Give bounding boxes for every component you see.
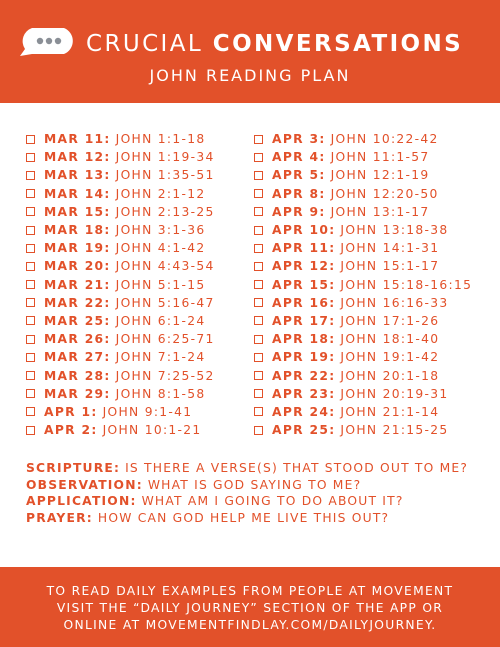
reading-date: MAR 18:: [44, 223, 111, 238]
reading-date: MAR 26:: [44, 332, 111, 347]
checkbox[interactable]: [254, 262, 263, 271]
title-bold: CONVERSATIONS: [212, 31, 464, 57]
checkbox[interactable]: [26, 298, 35, 307]
reading-date: MAR 22:: [44, 295, 111, 310]
reading-date: APR 17:: [272, 313, 336, 328]
reading-passage: JOHN 2:13-25: [115, 204, 215, 219]
reading-date: APR 15:: [272, 277, 336, 292]
reading-passage: JOHN 1:35-51: [115, 168, 215, 183]
reading-item: [254, 148, 472, 166]
reading-date: APR 3:: [272, 132, 326, 147]
reading-date: APR 22:: [272, 368, 336, 383]
reading-item: [254, 185, 472, 203]
prompt-line: [26, 477, 468, 494]
reading-item: [26, 148, 215, 166]
reading-date: MAR 25:: [44, 313, 111, 328]
page-title: [86, 28, 463, 60]
reading-passage: JOHN 13:1-17: [330, 204, 430, 219]
reading-date: MAR 21:: [44, 277, 111, 292]
reading-item: [254, 166, 472, 184]
title-light: CRUCIAL: [86, 31, 204, 57]
reading-passage: JOHN 11:1-57: [330, 150, 430, 165]
reading-date: APR 2:: [44, 423, 98, 438]
prompt-question: IS THERE A VERSE(S) THAT STOOD OUT TO ME?: [125, 461, 469, 475]
reading-date: APR 23:: [272, 386, 336, 401]
checkbox[interactable]: [26, 135, 35, 144]
reading-item: [26, 221, 215, 239]
reading-date: MAR 12:: [44, 150, 111, 165]
checkbox[interactable]: [254, 280, 263, 289]
reading-passage: JOHN 6:25-71: [115, 332, 215, 347]
checkbox[interactable]: [254, 426, 263, 435]
prompt-question: HOW CAN GOD HELP ME LIVE THIS OUT?: [97, 510, 390, 525]
reading-passage: JOHN 2:1-12: [115, 186, 206, 201]
reading-date: MAR 13:: [44, 168, 111, 183]
reading-list-left: [26, 130, 215, 439]
footer-line: TO READ DAILY EXAMPLES FROM PEOPLE AT MOVEMENT: [46, 584, 454, 598]
reading-date: APR 5:: [272, 168, 326, 183]
reading-passage: JOHN 13:18-38: [340, 223, 449, 238]
checkbox[interactable]: [26, 407, 35, 416]
checkbox[interactable]: [254, 244, 263, 253]
reading-item: [26, 421, 215, 439]
prompt-key: PRAYER:: [26, 510, 93, 525]
reading-item: [254, 348, 472, 366]
reading-item: [254, 130, 472, 148]
reading-date: APR 4:: [272, 150, 326, 165]
header-banner: [0, 0, 500, 103]
page-subtitle: JOHN READING PLAN: [149, 66, 351, 85]
reading-passage: JOHN 15:18-16:15: [340, 277, 473, 292]
reading-item: [254, 403, 472, 421]
reading-date: APR 12:: [272, 259, 336, 274]
prompt-line: [26, 460, 468, 477]
reading-passage: JOHN 10:1-21: [102, 423, 202, 438]
reading-passage: JOHN 20:1-18: [340, 368, 440, 383]
reading-date: APR 1:: [44, 404, 98, 419]
reading-date: APR 25:: [272, 423, 336, 438]
prompt-line: [26, 510, 468, 527]
reading-date: MAR 29:: [44, 386, 111, 401]
reading-item: [26, 403, 215, 421]
reading-item: [254, 385, 472, 403]
checkbox[interactable]: [26, 171, 35, 180]
checkbox[interactable]: [26, 280, 35, 289]
reading-passage: JOHN 4:43-54: [115, 259, 215, 274]
reading-date: MAR 15:: [44, 204, 111, 219]
reading-date: APR 24:: [272, 404, 336, 419]
reading-date: APR 11:: [272, 241, 336, 256]
reading-passage: JOHN 9:1-41: [102, 404, 193, 419]
checkbox[interactable]: [26, 189, 35, 198]
checkbox[interactable]: [254, 135, 263, 144]
checkbox[interactable]: [254, 207, 263, 216]
reading-passage: JOHN 4:1-42: [115, 241, 206, 256]
reading-date: MAR 11:: [44, 132, 111, 147]
checkbox[interactable]: [254, 226, 263, 235]
reading-passage: JOHN 5:1-15: [115, 277, 206, 292]
reading-item: [254, 421, 472, 439]
reading-item: [26, 385, 215, 403]
reading-passage: JOHN 14:1-31: [340, 241, 440, 256]
reading-date: APR 19:: [272, 350, 336, 365]
reading-item: [26, 312, 215, 330]
reading-item: [254, 366, 472, 384]
reading-item: [26, 330, 215, 348]
reading-item: [26, 203, 215, 221]
reading-passage: JOHN 6:1-24: [115, 313, 206, 328]
checkbox[interactable]: [26, 353, 35, 362]
reading-item: [254, 239, 472, 257]
reading-item: [26, 185, 215, 203]
checkbox[interactable]: [254, 353, 263, 362]
reading-passage: JOHN 3:1-36: [115, 223, 206, 238]
reading-date: MAR 27:: [44, 350, 111, 365]
reading-item: [254, 221, 472, 239]
reading-date: APR 10:: [272, 223, 336, 238]
reading-list-right: [254, 130, 472, 439]
checkbox[interactable]: [254, 371, 263, 380]
footer-text: [0, 567, 500, 634]
reading-passage: JOHN 10:22-42: [330, 132, 439, 147]
reading-date: APR 18:: [272, 332, 336, 347]
reading-passage: JOHN 12:1-19: [330, 168, 430, 183]
reading-passage: JOHN 21:15-25: [340, 423, 449, 438]
speech-bubble-icon: [18, 27, 74, 57]
reading-date: MAR 20:: [44, 259, 111, 274]
reading-item: [26, 130, 215, 148]
reading-item: [254, 203, 472, 221]
reading-passage: JOHN 17:1-26: [340, 313, 440, 328]
checkbox[interactable]: [254, 153, 263, 162]
checkbox[interactable]: [26, 389, 35, 398]
reading-item: [254, 276, 472, 294]
prompt-key: APPLICATION:: [26, 494, 137, 508]
reading-passage: JOHN 15:1-17: [340, 259, 440, 274]
reading-item: [26, 294, 215, 312]
reading-passage: JOHN 16:16-33: [340, 295, 449, 310]
reading-item: [26, 166, 215, 184]
reading-passage: JOHN 19:1-42: [340, 350, 440, 365]
reading-passage: JOHN 7:1-24: [115, 350, 206, 365]
reading-date: MAR 14:: [44, 186, 111, 201]
journal-prompts: [26, 460, 468, 526]
checkbox[interactable]: [26, 335, 35, 344]
checkbox[interactable]: [26, 226, 35, 235]
reading-passage: JOHN 1:1-18: [115, 132, 206, 147]
prompt-line: [26, 493, 468, 510]
prompt-key: SCRIPTURE:: [26, 461, 121, 475]
checkbox[interactable]: [254, 407, 263, 416]
reading-date: MAR 19:: [44, 241, 111, 256]
prompt-question: WHAT IS GOD SAYING TO ME?: [147, 477, 362, 492]
reading-item: [26, 257, 215, 275]
reading-item: [26, 366, 215, 384]
reading-passage: JOHN 12:20-50: [330, 186, 439, 201]
reading-date: MAR 28:: [44, 368, 111, 383]
reading-date: APR 8:: [272, 186, 326, 201]
footer-line: VISIT THE “DAILY JOURNEY” SECTION OF THE APP OR: [56, 601, 444, 615]
reading-passage: JOHN 20:19-31: [340, 386, 449, 401]
checkbox[interactable]: [26, 244, 35, 253]
checkbox[interactable]: [254, 316, 263, 325]
reading-passage: JOHN 1:19-34: [115, 150, 215, 165]
footer-banner: [0, 567, 500, 647]
reading-passage: JOHN 5:16-47: [115, 295, 215, 310]
prompt-key: OBSERVATION:: [26, 477, 143, 492]
checkbox[interactable]: [26, 153, 35, 162]
reading-item: [254, 294, 472, 312]
checkbox[interactable]: [26, 207, 35, 216]
reading-item: [254, 257, 472, 275]
reading-passage: JOHN 8:1-58: [115, 386, 206, 401]
reading-passage: JOHN 7:25-52: [115, 368, 215, 383]
reading-item: [26, 239, 215, 257]
reading-item: [26, 276, 215, 294]
reading-passage: JOHN 18:1-40: [340, 332, 440, 347]
checkbox[interactable]: [254, 171, 263, 180]
checkbox[interactable]: [26, 262, 35, 271]
reading-item: [254, 330, 472, 348]
reading-date: APR 16:: [272, 295, 336, 310]
footer-line: ONLINE AT MOVEMENTFINDLAY.COM/DAILYJOURNEY.: [63, 618, 437, 632]
reading-date: APR 9:: [272, 204, 326, 219]
checkbox[interactable]: [254, 189, 263, 198]
checkbox[interactable]: [26, 316, 35, 325]
checkbox[interactable]: [26, 426, 35, 435]
checkbox[interactable]: [254, 298, 263, 307]
checkbox[interactable]: [254, 389, 263, 398]
reading-passage: JOHN 21:1-14: [340, 404, 440, 419]
checkbox[interactable]: [254, 335, 263, 344]
reading-item: [254, 312, 472, 330]
reading-item: [26, 348, 215, 366]
prompt-question: WHAT AM I GOING TO DO ABOUT IT?: [141, 494, 404, 508]
checkbox[interactable]: [26, 371, 35, 380]
